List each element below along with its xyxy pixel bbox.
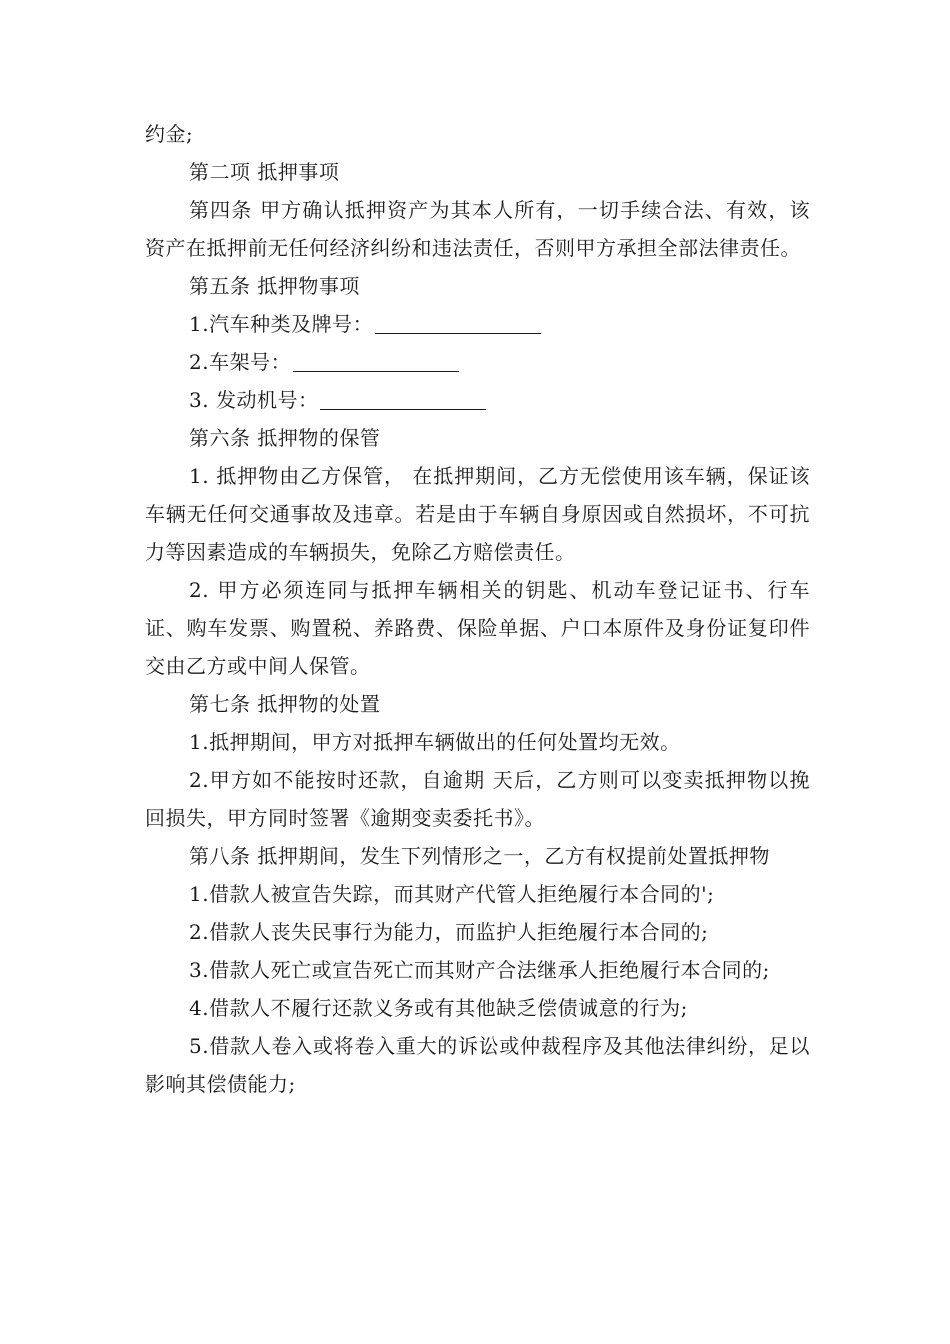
- article-6-item-2: 2. 甲方必须连同与抵押车辆相关的钥匙、机动车登记证书、行车证、购车发票、购置税、养路费、保险单据、户口本原件及身份证复印件交由乙方或中间人保管。: [145, 578, 810, 678]
- section-heading: 第二项 抵押事项: [189, 160, 340, 184]
- article-8-item-4: 4.借款人不履行还款义务或有其他缺乏偿债诚意的行为;: [189, 996, 688, 1020]
- article-8-heading: 第八条 抵押期间，发生下列情形之一，乙方有权提前处置抵押物: [189, 844, 770, 868]
- article-8-item-1: 1.借款人被宣告失踪，而其财产代管人拒绝履行本合同的';: [189, 882, 715, 906]
- engine-number-blank: [320, 389, 486, 410]
- paragraph-fragment: 约金;: [145, 122, 194, 146]
- article-6-item-1: 1. 抵押物由乙方保管， 在抵押期间，乙方无偿使用该车辆，保证该车辆无任何交通事故及违章。若是由于车辆自身原因或自然损坏，不可抗力等因素造成的车辆损失，免除乙方赔偿责任。: [145, 464, 810, 564]
- article-5-heading: 第五条 抵押物事项: [189, 274, 360, 298]
- vehicle-type-label: 1.汽车种类及牌号：: [189, 312, 374, 336]
- article-7-item-2: 2.甲方如不能按时还款，自逾期 天后，乙方则可以变卖抵押物以挽回损失，甲方同时签署《逾期变卖委托书》。: [145, 768, 810, 830]
- article-6-heading: 第六条 抵押物的保管: [189, 426, 381, 450]
- engine-number-field: [145, 381, 810, 419]
- article-8-item-3: 3.借款人死亡或宣告死亡而其财产合法继承人拒绝履行本合同的;: [189, 958, 770, 982]
- frame-number-field: [145, 343, 810, 381]
- article-4: 第四条 甲方确认抵押资产为其本人所有，一切手续合法、有效，该资产在抵押前无任何经济纠纷和违法责任，否则甲方承担全部法律责任。: [145, 198, 810, 260]
- frame-number-label: 2.车架号：: [189, 350, 292, 374]
- article-8-item-2: 2.借款人丧失民事行为能力，而监护人拒绝履行本合同的;: [189, 920, 709, 944]
- document-body: [145, 115, 810, 1103]
- article-7-heading: 第七条 抵押物的处置: [189, 692, 381, 716]
- article-7-item-1: 1.抵押期间，甲方对抵押车辆做出的任何处置均无效。: [189, 730, 681, 754]
- vehicle-type-blank: [375, 313, 541, 334]
- frame-number-blank: [293, 351, 459, 372]
- vehicle-type-field: [145, 305, 810, 343]
- engine-number-label: 3. 发动机号：: [189, 388, 319, 412]
- article-8-item-5: 5.借款人卷入或将卷入重大的诉讼或仲裁程序及其他法律纠纷，足以影响其偿债能力;: [145, 1034, 810, 1096]
